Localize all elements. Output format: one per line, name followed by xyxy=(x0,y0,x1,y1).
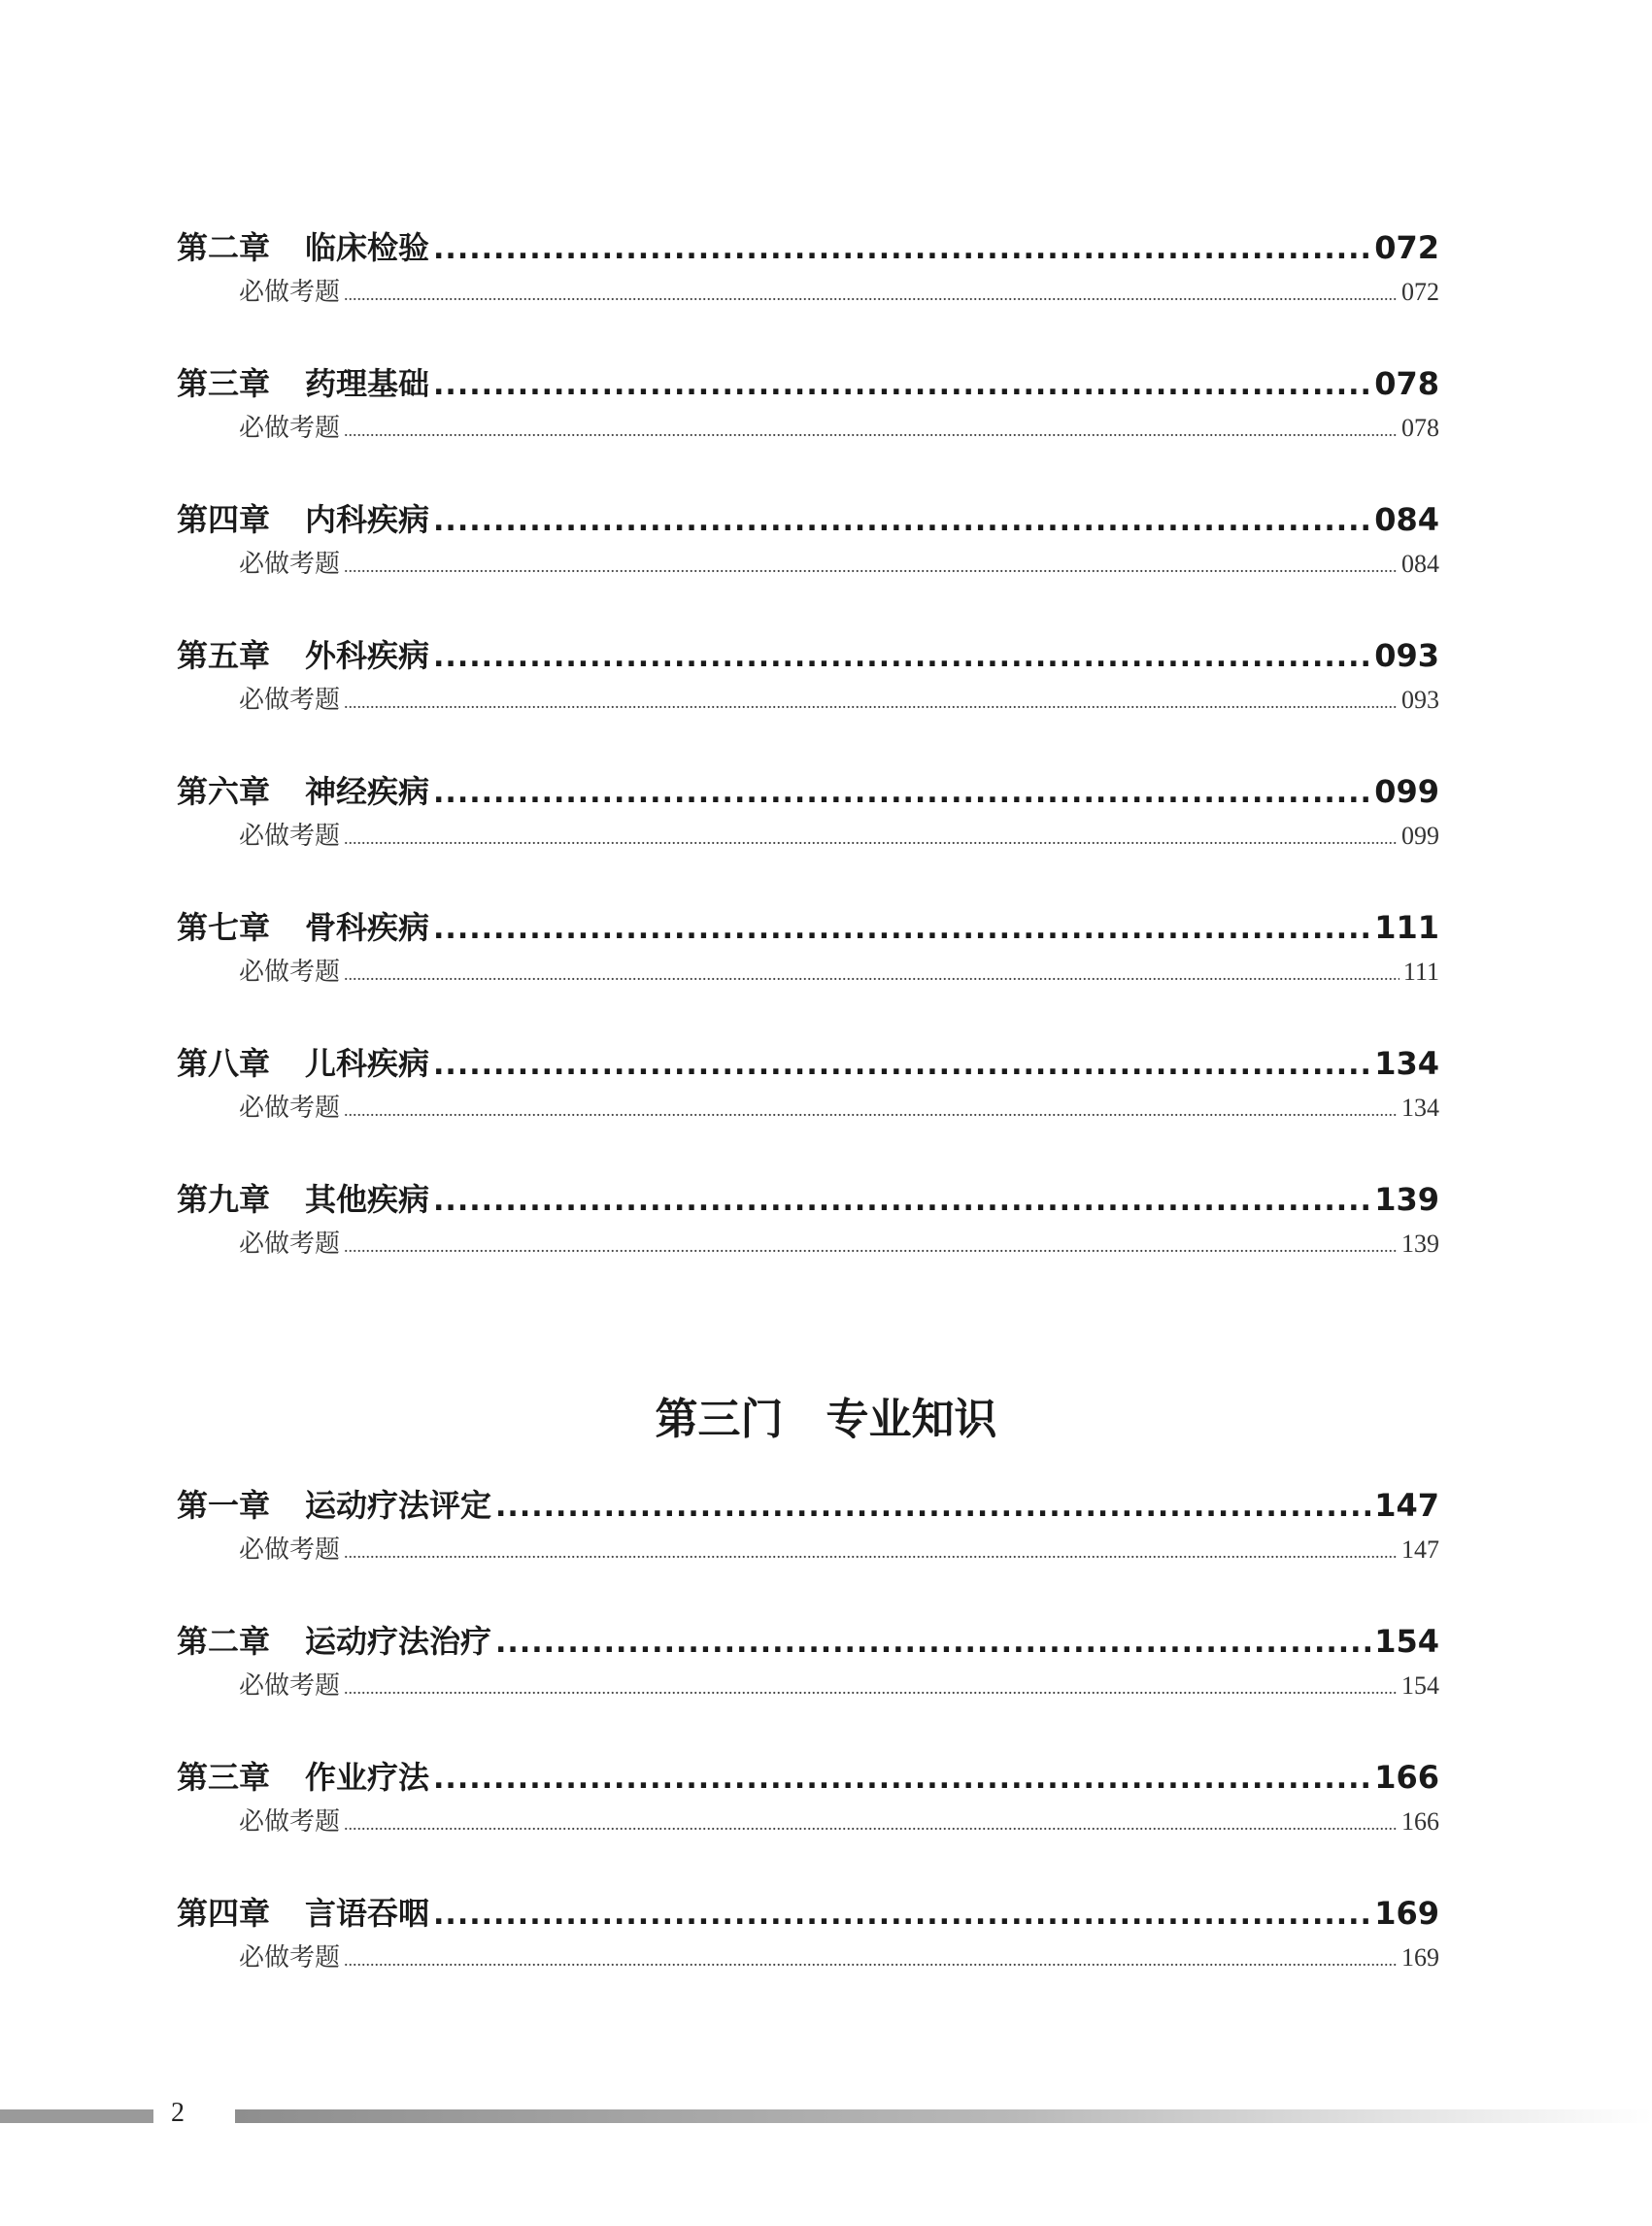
toc-entry[interactable] xyxy=(177,1753,1439,1840)
chapter-number: 第三章 xyxy=(177,365,271,402)
chapter-row[interactable] xyxy=(177,631,1439,680)
subsection-row[interactable] xyxy=(239,1530,1439,1568)
chapter-number: 第二章 xyxy=(177,1623,271,1660)
subsection-label: 必做考题 xyxy=(239,550,341,578)
subsection-page-number: 147 xyxy=(1401,1535,1439,1564)
dot-leader xyxy=(433,232,1370,266)
dot-leader xyxy=(344,1542,1398,1563)
subsection-page-number: 139 xyxy=(1401,1230,1439,1258)
chapter-title: 外科疾病 xyxy=(305,637,430,674)
footer-bar-right xyxy=(235,2109,1652,2123)
dot-leader xyxy=(344,828,1398,849)
subsection-page-number: 093 xyxy=(1401,686,1439,714)
chapter-number: 第二章 xyxy=(177,229,271,266)
dot-leader xyxy=(495,1490,1370,1524)
page-number: 2 xyxy=(171,2098,185,2128)
chapter-number: 第九章 xyxy=(177,1181,271,1218)
toc-entry[interactable] xyxy=(177,359,1439,447)
chapter-page-number: 078 xyxy=(1374,365,1439,402)
chapter-row[interactable] xyxy=(177,1039,1439,1088)
dot-leader xyxy=(344,556,1398,577)
subsection-page-number: 111 xyxy=(1402,958,1439,986)
chapter-row[interactable] xyxy=(177,767,1439,816)
dot-leader xyxy=(344,1678,1398,1699)
subsection-page-number: 166 xyxy=(1401,1807,1439,1836)
subsection-label: 必做考题 xyxy=(239,1094,341,1122)
chapter-number: 第三章 xyxy=(177,1759,271,1796)
dot-leader xyxy=(433,504,1370,538)
chapter-title: 内科疾病 xyxy=(305,501,430,538)
subsection-label: 必做考题 xyxy=(239,414,341,442)
subsection-page-number: 099 xyxy=(1401,822,1439,850)
chapter-number: 第四章 xyxy=(177,1895,271,1932)
dot-leader xyxy=(344,1814,1398,1835)
toc-entry[interactable] xyxy=(177,495,1439,583)
subsection-row[interactable] xyxy=(239,952,1439,991)
toc-entry[interactable] xyxy=(177,903,1439,991)
toc-entry[interactable] xyxy=(177,767,1439,855)
subsection-label: 必做考题 xyxy=(239,958,341,986)
section-heading: 第三门 专业知识 xyxy=(655,1395,997,1444)
toc-entry[interactable] xyxy=(177,1039,1439,1127)
subsection-label: 必做考题 xyxy=(239,686,341,714)
subsection-label: 必做考题 xyxy=(239,1230,341,1258)
chapter-page-number: 139 xyxy=(1374,1181,1439,1218)
chapter-number: 第八章 xyxy=(177,1045,271,1082)
subsection-page-number: 154 xyxy=(1401,1671,1439,1700)
subsection-row[interactable] xyxy=(239,1938,1439,1976)
chapter-page-number: 072 xyxy=(1374,229,1439,266)
chapter-row[interactable] xyxy=(177,1889,1439,1938)
dot-leader xyxy=(344,1950,1398,1971)
subsection-page-number: 078 xyxy=(1401,414,1439,442)
subsection-label: 必做考题 xyxy=(239,278,341,306)
chapter-page-number: 169 xyxy=(1374,1895,1439,1932)
dot-leader xyxy=(344,1236,1398,1257)
subsection-label: 必做考题 xyxy=(239,1943,341,1972)
subsection-row[interactable] xyxy=(239,272,1439,311)
subsection-row[interactable] xyxy=(239,680,1439,719)
chapter-number: 第七章 xyxy=(177,909,271,946)
chapter-title: 作业疗法 xyxy=(305,1759,430,1796)
chapter-page-number: 134 xyxy=(1374,1045,1439,1082)
chapter-row[interactable] xyxy=(177,903,1439,952)
chapter-page-number: 154 xyxy=(1374,1623,1439,1660)
subsection-page-number: 084 xyxy=(1401,550,1439,578)
dot-leader xyxy=(344,1100,1398,1121)
chapter-title: 其他疾病 xyxy=(305,1181,430,1218)
dot-leader xyxy=(433,912,1370,946)
dot-leader xyxy=(433,640,1370,674)
subsection-page-number: 134 xyxy=(1401,1094,1439,1122)
chapter-number: 第六章 xyxy=(177,773,271,810)
chapter-title: 运动疗法评定 xyxy=(305,1487,492,1524)
subsection-page-number: 072 xyxy=(1401,278,1439,306)
toc-entry[interactable] xyxy=(177,223,1439,311)
subsection-page-number: 169 xyxy=(1401,1943,1439,1972)
chapter-row[interactable] xyxy=(177,1617,1439,1666)
dot-leader xyxy=(433,1184,1370,1218)
subsection-label: 必做考题 xyxy=(239,822,341,850)
chapter-number: 第四章 xyxy=(177,501,271,538)
subsection-row[interactable] xyxy=(239,1666,1439,1704)
dot-leader xyxy=(433,1898,1370,1932)
chapter-row[interactable] xyxy=(177,1175,1439,1224)
chapter-title: 药理基础 xyxy=(305,365,430,402)
chapter-page-number: 084 xyxy=(1374,501,1439,538)
chapter-row[interactable] xyxy=(177,1481,1439,1530)
subsection-row[interactable] xyxy=(239,1802,1439,1840)
chapter-page-number: 111 xyxy=(1374,909,1439,946)
chapter-title: 言语吞咽 xyxy=(305,1895,430,1932)
subsection-row[interactable] xyxy=(239,544,1439,583)
chapter-number: 第一章 xyxy=(177,1487,271,1524)
subsection-label: 必做考题 xyxy=(239,1535,341,1564)
dot-leader xyxy=(344,285,1398,305)
dot-leader xyxy=(344,421,1398,441)
toc-entry[interactable] xyxy=(177,1481,1439,1568)
chapter-title: 儿科疾病 xyxy=(305,1045,430,1082)
chapter-number: 第五章 xyxy=(177,637,271,674)
subsection-row[interactable] xyxy=(239,1088,1439,1127)
chapter-title: 骨科疾病 xyxy=(305,909,430,946)
chapter-title: 运动疗法治疗 xyxy=(305,1623,492,1660)
chapter-page-number: 099 xyxy=(1374,773,1439,810)
dot-leader xyxy=(433,1762,1370,1796)
subsection-row[interactable] xyxy=(239,816,1439,855)
chapter-row[interactable] xyxy=(177,359,1439,408)
dot-leader xyxy=(433,776,1370,810)
dot-leader xyxy=(495,1626,1370,1660)
toc-entry[interactable] xyxy=(177,1175,1439,1263)
subsection-label: 必做考题 xyxy=(239,1671,341,1700)
chapter-page-number: 147 xyxy=(1374,1487,1439,1524)
subsection-label: 必做考题 xyxy=(239,1807,341,1836)
toc-entry[interactable] xyxy=(177,631,1439,719)
chapter-title: 临床检验 xyxy=(305,229,430,266)
chapter-title: 神经疾病 xyxy=(305,773,430,810)
toc-entry[interactable] xyxy=(177,1617,1439,1704)
chapter-page-number: 093 xyxy=(1374,637,1439,674)
dot-leader xyxy=(433,1048,1370,1082)
dot-leader xyxy=(344,692,1398,713)
chapter-row[interactable] xyxy=(177,495,1439,544)
dot-leader xyxy=(344,964,1399,985)
chapter-row[interactable] xyxy=(177,1753,1439,1802)
toc-entry[interactable] xyxy=(177,1889,1439,1976)
subsection-row[interactable] xyxy=(239,1224,1439,1263)
chapter-row[interactable] xyxy=(177,223,1439,272)
subsection-row[interactable] xyxy=(239,408,1439,447)
footer-bar-left xyxy=(0,2109,153,2123)
chapter-page-number: 166 xyxy=(1374,1759,1439,1796)
dot-leader xyxy=(433,368,1370,402)
